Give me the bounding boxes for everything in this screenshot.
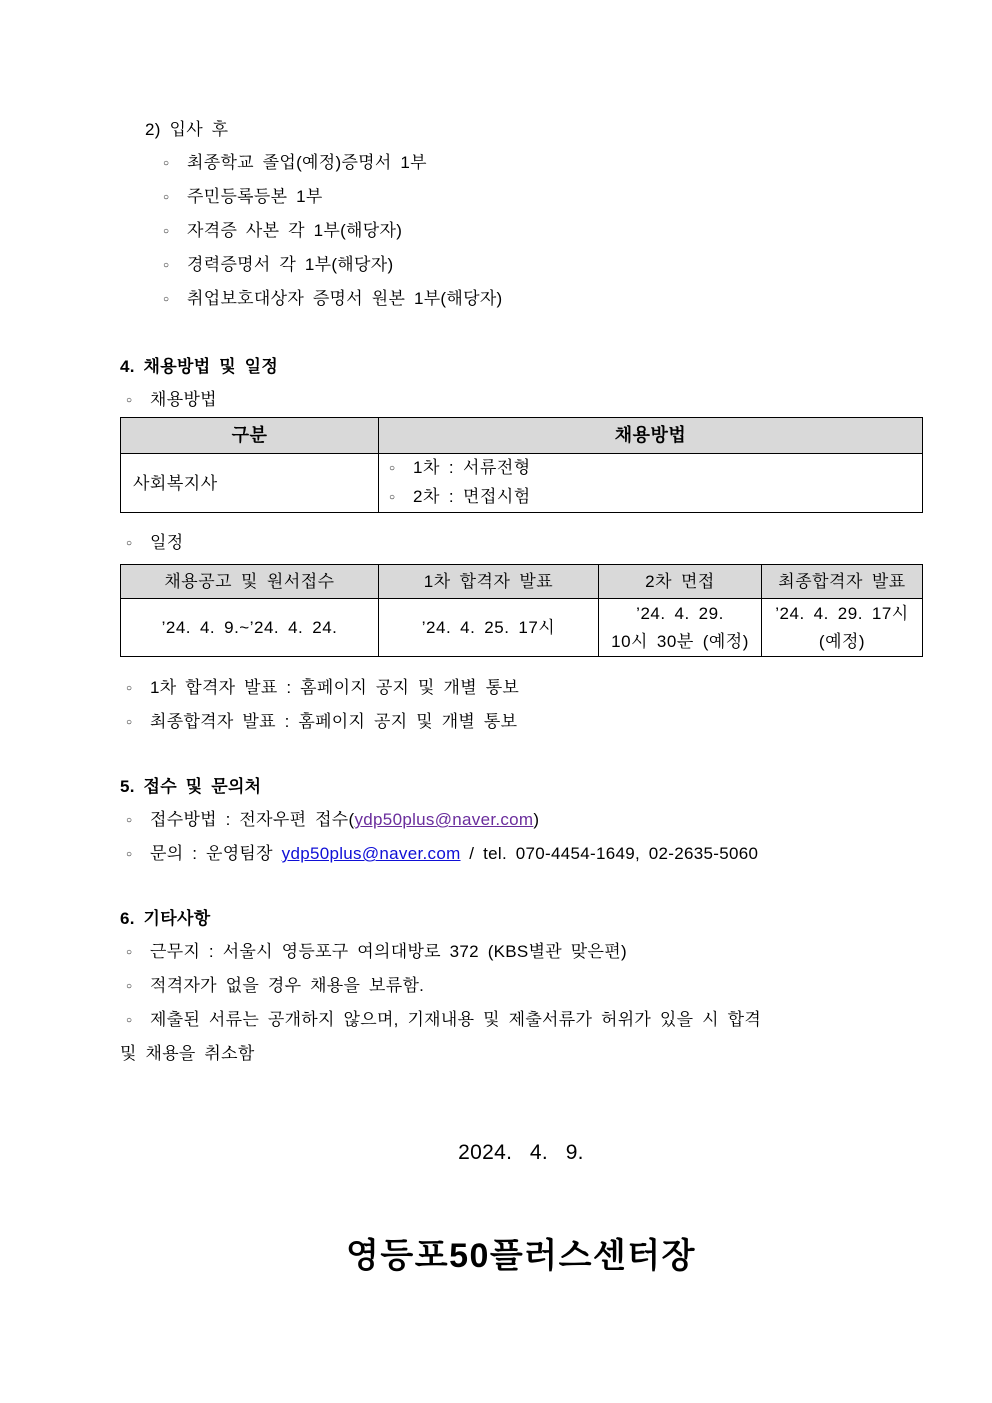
- list-item: [163, 214, 922, 248]
- table-row: [121, 599, 923, 657]
- cell-line: ’24. 4. 9.~’24. 4. 24.: [161, 617, 338, 637]
- final-result-cell: [762, 599, 923, 657]
- list-item-text: 자격증 사본 각 1부(해당자): [187, 221, 403, 240]
- circle-bullet-icon: ○: [163, 158, 170, 169]
- circle-bullet-icon: ○: [126, 815, 133, 826]
- note-line: [126, 671, 922, 705]
- cell-line: ’24. 4. 29. 17시: [775, 603, 909, 623]
- circle-bullet-icon: ○: [126, 717, 133, 728]
- inquiry-email-link[interactable]: ydp50plus@naver.com: [281, 844, 461, 863]
- circle-bullet-icon: ○: [126, 683, 133, 694]
- section5-title: 5. 접수 및 문의처: [120, 777, 262, 796]
- method-line: [389, 483, 922, 512]
- column-header-apply-period: 채용공고 및 원서접수: [121, 565, 379, 599]
- circle-bullet-icon: ○: [389, 492, 396, 503]
- submission-method-suffix: ): [533, 810, 540, 829]
- other-item-line: [126, 969, 922, 1003]
- list-item-text: 주민등록등본 1부: [187, 187, 323, 206]
- signature-title: 영등포50플러스센터장: [346, 1237, 696, 1275]
- list-item: [163, 282, 922, 316]
- note-text: 최종합격자 발표 : 홈페이지 공지 및 개별 통보: [150, 712, 518, 731]
- first-result-cell: [379, 599, 599, 657]
- section-recruitment: [120, 350, 922, 739]
- other-item-text: 적격자가 없을 경우 채용을 보류함.: [150, 976, 425, 995]
- cell-line: (예정): [818, 631, 866, 651]
- column-header-final-result: 최종합격자 발표: [762, 565, 923, 599]
- method-line: [389, 454, 922, 483]
- other-item-text: 근무지 : 서울시 영등포구 여의대방로 372 (KBS별관 맞은편): [150, 942, 627, 961]
- circle-bullet-icon: ○: [126, 395, 133, 406]
- methods-cell: [379, 454, 923, 513]
- list-item: [163, 180, 922, 214]
- recruitment-method-table: [120, 417, 923, 513]
- circle-bullet-icon: ○: [389, 463, 396, 474]
- list-item: [163, 248, 922, 282]
- circle-bullet-icon: ○: [163, 294, 170, 305]
- submission-method-line: [126, 803, 922, 837]
- table-header-row: [121, 418, 923, 454]
- note-line: [126, 705, 922, 739]
- interview-cell: [599, 599, 762, 657]
- note-text: 1차 합격자 발표 : 홈페이지 공지 및 개별 통보: [150, 678, 520, 697]
- cell-line: ’24. 4. 29.: [636, 603, 724, 623]
- post-hire-heading: 2) 입사 후: [145, 120, 229, 139]
- circle-bullet-icon: ○: [126, 849, 133, 860]
- column-header-first-result: 1차 합격자 발표: [379, 565, 599, 599]
- method-text: 2차 : 면접시험: [413, 487, 531, 506]
- cell-line: ’24. 4. 25. 17시: [421, 617, 556, 637]
- inquiry-suffix: / tel. 070-4454-1649, 02-2635-5060: [460, 844, 759, 863]
- section4-title: 4. 채용방법 및 일정: [120, 357, 279, 376]
- method-label-line: [126, 383, 922, 417]
- circle-bullet-icon: ○: [163, 226, 170, 237]
- schedule-label-line: [126, 526, 922, 560]
- inquiry-line: [126, 837, 922, 871]
- list-item: [163, 146, 922, 180]
- list-item-text: 경력증명서 각 1부(해당자): [187, 255, 394, 274]
- section-contact: [120, 770, 922, 871]
- circle-bullet-icon: ○: [126, 981, 133, 992]
- other-item-line: [126, 1003, 922, 1037]
- section6-title: 6. 기타사항: [120, 909, 211, 928]
- schedule-label: 일정: [150, 533, 184, 552]
- other-item-line: [126, 935, 922, 969]
- list-item-text: 취업보호대상자 증명서 원본 1부(해당자): [187, 289, 503, 308]
- category-cell: 사회복지사: [121, 454, 379, 513]
- inquiry-prefix: 문의 : 운영팀장: [150, 844, 282, 863]
- section-other: [120, 902, 922, 1070]
- schedule-table: [120, 564, 923, 657]
- document-date: 2024. 4. 9.: [458, 1141, 584, 1164]
- circle-bullet-icon: ○: [126, 1015, 133, 1026]
- circle-bullet-icon: ○: [163, 192, 170, 203]
- column-header-category: 구분: [121, 418, 379, 454]
- method-label: 채용방법: [150, 390, 217, 409]
- schedule-notes: [120, 671, 922, 739]
- other-item-continuation: 및 채용을 취소함: [120, 1044, 255, 1063]
- submission-email-link[interactable]: ydp50plus@naver.com: [354, 810, 534, 829]
- apply-period-cell: [121, 599, 379, 657]
- circle-bullet-icon: ○: [126, 947, 133, 958]
- method-text: 1차 : 서류전형: [413, 458, 531, 477]
- other-item-text: 제출된 서류는 공개하지 않으며, 기재내용 및 제출서류가 허위가 있을 시 합격: [150, 1010, 762, 1029]
- circle-bullet-icon: ○: [163, 260, 170, 271]
- table-row: [121, 454, 923, 513]
- column-header-method: 채용방법: [379, 418, 923, 454]
- circle-bullet-icon: ○: [126, 538, 133, 549]
- post-hire-documents-section: [120, 113, 922, 316]
- table-header-row: [121, 565, 923, 599]
- cell-line: 10시 30분 (예정): [611, 631, 749, 651]
- column-header-interview: 2차 면접: [599, 565, 762, 599]
- list-item-text: 최종학교 졸업(예정)증명서 1부: [187, 153, 427, 172]
- submission-method-prefix: 접수방법 : 전자우편 접수(: [150, 810, 355, 829]
